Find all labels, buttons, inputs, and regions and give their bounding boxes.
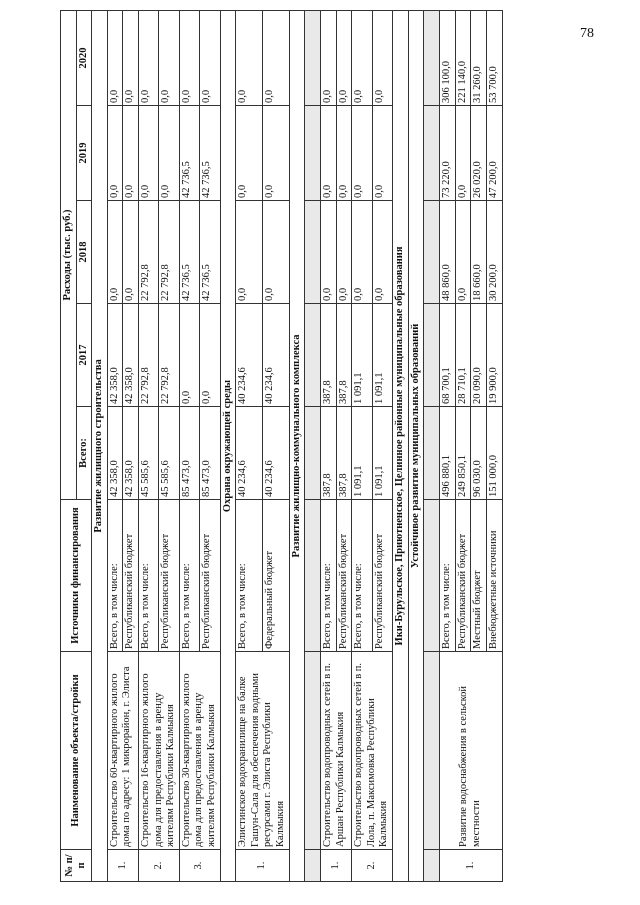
value-y2020: 306 100,0 bbox=[440, 10, 456, 105]
value-y2018: 48 860,0 bbox=[440, 201, 456, 304]
value-y2018: 0,0 bbox=[372, 201, 392, 304]
value-total: 387,8 bbox=[336, 407, 352, 500]
funding-source: Республиканский бюджет bbox=[372, 500, 392, 652]
value-y2019: 42 736,5 bbox=[179, 106, 199, 201]
value-y2018: 22 792,8 bbox=[159, 201, 179, 304]
value-y2017: 22 792,8 bbox=[159, 304, 179, 407]
header-2020: 2020 bbox=[76, 10, 92, 105]
value-y2020: 0,0 bbox=[236, 10, 263, 105]
value-y2018: 18 660,0 bbox=[471, 201, 487, 304]
header-source: Источники финансирования bbox=[61, 500, 92, 652]
spacer-cell bbox=[305, 10, 321, 105]
header-2017: 2017 bbox=[76, 304, 92, 407]
value-y2020: 31 260,0 bbox=[471, 10, 487, 105]
row-number: 1. bbox=[107, 850, 138, 882]
spacer-cell bbox=[305, 500, 321, 652]
spacer-cell bbox=[305, 106, 321, 201]
object-name: Строительство водопроводных сетей в п. Лола, п. Максимовка Республики Калмыкия bbox=[352, 652, 393, 850]
value-y2018: 0,0 bbox=[336, 201, 352, 304]
value-y2020: 0,0 bbox=[200, 10, 220, 105]
funding-source: Республиканский бюджет bbox=[336, 500, 352, 652]
value-y2019: 42 736,5 bbox=[200, 106, 220, 201]
section-row bbox=[92, 10, 108, 881]
value-y2017: 20 090,0 bbox=[471, 304, 487, 407]
row-number: 1. bbox=[321, 850, 352, 882]
spacer-row bbox=[305, 10, 321, 881]
value-y2019: 0,0 bbox=[455, 106, 471, 201]
value-y2020: 0,0 bbox=[352, 10, 372, 105]
value-y2018: 0,0 bbox=[262, 201, 289, 304]
table-row bbox=[138, 10, 158, 881]
row-number: 3. bbox=[179, 850, 220, 882]
value-total: 1 091,1 bbox=[372, 407, 392, 500]
value-y2018: 0,0 bbox=[123, 201, 139, 304]
value-y2019: 0,0 bbox=[159, 106, 179, 201]
value-y2018: 42 736,5 bbox=[179, 201, 199, 304]
value-total: 42 358,0 bbox=[123, 407, 139, 500]
value-y2018: 0,0 bbox=[321, 201, 337, 304]
value-y2019: 0,0 bbox=[372, 106, 392, 201]
row-number: 1. bbox=[440, 850, 502, 882]
financing-table bbox=[60, 10, 503, 882]
value-total: 40 234,6 bbox=[262, 407, 289, 500]
value-y2019: 0,0 bbox=[123, 106, 139, 201]
table-row bbox=[352, 10, 372, 881]
value-y2020: 0,0 bbox=[321, 10, 337, 105]
funding-source: Республиканский бюджет bbox=[455, 500, 471, 652]
value-y2017: 1 091,1 bbox=[372, 304, 392, 407]
value-y2020: 0,0 bbox=[336, 10, 352, 105]
value-y2018: 42 736,5 bbox=[200, 201, 220, 304]
value-total: 1 091,1 bbox=[352, 407, 372, 500]
value-y2017: 0,0 bbox=[200, 304, 220, 407]
value-total: 151 000,0 bbox=[487, 407, 503, 500]
value-total: 85 473,0 bbox=[200, 407, 220, 500]
header-total: Всего: bbox=[76, 407, 92, 500]
value-y2020: 221 140,0 bbox=[455, 10, 471, 105]
value-y2017: 387,8 bbox=[336, 304, 352, 407]
value-y2017: 40 234,6 bbox=[236, 304, 263, 407]
value-total: 45 585,6 bbox=[159, 407, 179, 500]
value-y2019: 0,0 bbox=[336, 106, 352, 201]
funding-source: Республиканский бюджет bbox=[159, 500, 179, 652]
funding-source: Всего, в том числе: bbox=[236, 500, 263, 652]
value-y2019: 0,0 bbox=[352, 106, 372, 201]
value-total: 96 030,0 bbox=[471, 407, 487, 500]
spacer-cell bbox=[424, 201, 440, 304]
value-y2017: 22 792,8 bbox=[138, 304, 158, 407]
section-municipal: Ики-Бурульское, Приютненское, Целинное районные муниципальные образования bbox=[393, 10, 409, 881]
spacer-cell bbox=[424, 106, 440, 201]
section-environment: Охрана окружающей среды bbox=[220, 10, 236, 881]
header-2018: 2018 bbox=[76, 201, 92, 304]
funding-source: Всего, в том числе: bbox=[321, 500, 337, 652]
value-total: 496 880,1 bbox=[440, 407, 456, 500]
object-name: Строительство 30-квартирного жилого дома для предоставления в аренду жителям Республики Калмыкия bbox=[179, 652, 220, 850]
value-y2018: 30 200,0 bbox=[487, 201, 503, 304]
value-y2020: 53 700,0 bbox=[487, 10, 503, 105]
spacer-cell bbox=[424, 850, 440, 882]
object-name: Развитие водоснабжения в сельской местности bbox=[440, 652, 502, 850]
spacer-cell bbox=[424, 500, 440, 652]
value-total: 40 234,6 bbox=[236, 407, 263, 500]
value-y2020: 0,0 bbox=[123, 10, 139, 105]
funding-source: Всего, в том числе: bbox=[352, 500, 372, 652]
header-expenses: Расходы (тыс. руб.) bbox=[61, 10, 77, 499]
section-housing: Развитие жилищного строительства bbox=[92, 10, 108, 881]
value-y2018: 0,0 bbox=[352, 201, 372, 304]
value-y2019: 0,0 bbox=[236, 106, 263, 201]
spacer-row bbox=[424, 10, 440, 881]
value-y2017: 40 234,6 bbox=[262, 304, 289, 407]
object-name: Строительство 60-квартирного жилого дома по адресу: 1 микрорайон, г. Элиста bbox=[107, 652, 138, 850]
value-y2019: 0,0 bbox=[138, 106, 158, 201]
funding-source: Республиканский бюджет bbox=[200, 500, 220, 652]
value-total: 387,8 bbox=[321, 407, 337, 500]
spacer-cell bbox=[305, 652, 321, 850]
table-row bbox=[321, 10, 337, 881]
funding-source: Всего, в том числе: bbox=[107, 500, 123, 652]
table-row bbox=[236, 10, 263, 881]
value-y2018: 0,0 bbox=[107, 201, 123, 304]
value-y2019: 0,0 bbox=[262, 106, 289, 201]
value-y2017: 68 700,1 bbox=[440, 304, 456, 407]
object-name: Строительство 16-квартирного жилого дома для предоставления в аренду жителям Республики Калмыкия bbox=[138, 652, 179, 850]
value-y2018: 22 792,8 bbox=[138, 201, 158, 304]
funding-source: Всего, в том числе: bbox=[138, 500, 158, 652]
value-y2020: 0,0 bbox=[262, 10, 289, 105]
row-number: 1. bbox=[236, 850, 289, 882]
header-num: № п/п bbox=[61, 850, 92, 882]
value-y2020: 0,0 bbox=[107, 10, 123, 105]
value-total: 85 473,0 bbox=[179, 407, 199, 500]
row-number: 2. bbox=[352, 850, 393, 882]
spacer-cell bbox=[424, 10, 440, 105]
spacer-cell bbox=[305, 407, 321, 500]
page-number: 78 bbox=[580, 26, 594, 41]
table-row bbox=[179, 10, 199, 881]
value-y2018: 0,0 bbox=[455, 201, 471, 304]
section-row bbox=[289, 10, 305, 881]
value-total: 249 850,1 bbox=[455, 407, 471, 500]
table-row bbox=[107, 10, 123, 881]
spacer-cell bbox=[305, 850, 321, 882]
value-y2020: 0,0 bbox=[179, 10, 199, 105]
spacer-cell bbox=[424, 652, 440, 850]
header-2019: 2019 bbox=[76, 106, 92, 201]
value-y2017: 387,8 bbox=[321, 304, 337, 407]
value-y2017: 1 091,1 bbox=[352, 304, 372, 407]
header-name: Наименование объекта/стройки bbox=[61, 652, 92, 850]
value-y2019: 0,0 bbox=[321, 106, 337, 201]
value-y2020: 0,0 bbox=[372, 10, 392, 105]
funding-source: Федеральный бюджет bbox=[262, 500, 289, 652]
value-y2017: 42 358,0 bbox=[107, 304, 123, 407]
section-row bbox=[393, 10, 409, 881]
funding-source: Внебюджетные источники bbox=[487, 500, 503, 652]
table-row bbox=[440, 10, 456, 881]
row-number: 2. bbox=[138, 850, 179, 882]
value-y2017: 42 358,0 bbox=[123, 304, 139, 407]
value-y2017: 0,0 bbox=[179, 304, 199, 407]
funding-source: Всего, в том числе: bbox=[179, 500, 199, 652]
spacer-cell bbox=[424, 407, 440, 500]
value-y2020: 0,0 bbox=[138, 10, 158, 105]
funding-source: Всего, в том числе: bbox=[440, 500, 456, 652]
value-total: 42 358,0 bbox=[107, 407, 123, 500]
spacer-cell bbox=[424, 304, 440, 407]
object-name: Элистинское водохранилище на балке Гашун-Сала для обеспечения водными ресурсами г. Элиста Республики Калмыкия bbox=[236, 652, 289, 850]
object-name: Строительство водопроводных сетей в п. Аршан Республики Калмыкия bbox=[321, 652, 352, 850]
spacer-cell bbox=[305, 304, 321, 407]
value-total: 45 585,6 bbox=[138, 407, 158, 500]
value-y2017: 28 710,1 bbox=[455, 304, 471, 407]
value-y2019: 47 200,0 bbox=[487, 106, 503, 201]
value-y2018: 0,0 bbox=[236, 201, 263, 304]
section-sustainable: Устойчивое развитие муниципальных образований bbox=[408, 10, 424, 881]
funding-source: Местный бюджет bbox=[471, 500, 487, 652]
value-y2019: 73 220,0 bbox=[440, 106, 456, 201]
section-utilities: Развитие жилищно-коммунального комплекса bbox=[289, 10, 305, 881]
section-row bbox=[220, 10, 236, 881]
value-y2019: 26 020,0 bbox=[471, 106, 487, 201]
funding-source: Республиканский бюджет bbox=[123, 500, 139, 652]
spacer-cell bbox=[305, 201, 321, 304]
section-row bbox=[408, 10, 424, 881]
value-y2017: 19 900,0 bbox=[487, 304, 503, 407]
value-y2019: 0,0 bbox=[107, 106, 123, 201]
value-y2020: 0,0 bbox=[159, 10, 179, 105]
